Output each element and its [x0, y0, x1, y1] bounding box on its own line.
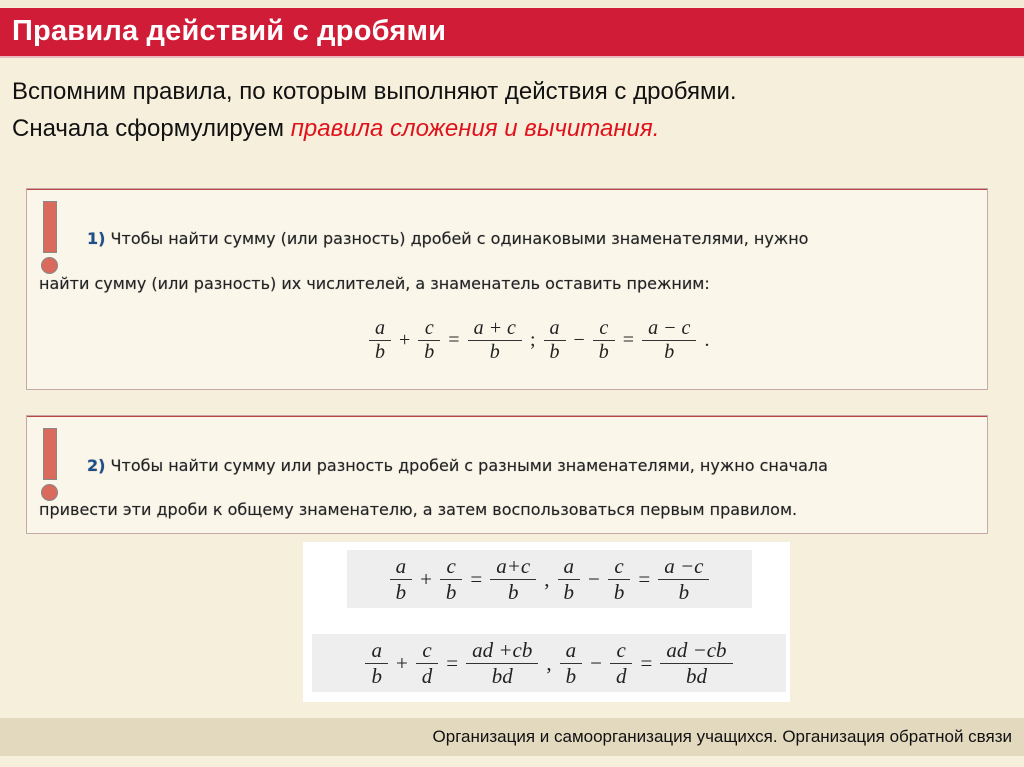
- rule-2-line-2: привести эти дроби к общему знаменателю, а затем воспользоваться первым правилом.: [39, 500, 798, 519]
- rule-1-number: 1): [87, 229, 106, 248]
- rule-2-line-1: [87, 456, 828, 475]
- denominator: b: [642, 340, 696, 364]
- intro-emphasis: правила сложения и вычитания.: [290, 115, 660, 142]
- numerator: c: [422, 637, 432, 662]
- rule-1-line-1: [87, 229, 808, 248]
- numerator: c: [614, 553, 624, 578]
- operator: =: [622, 329, 635, 351]
- fraction: [611, 554, 628, 605]
- denominator: b: [558, 579, 581, 605]
- numerator: a: [563, 553, 574, 578]
- operator: ,: [546, 650, 552, 675]
- operator: =: [638, 566, 651, 591]
- fraction: [645, 317, 693, 364]
- fraction: [493, 554, 533, 605]
- operator: =: [446, 650, 459, 675]
- denominator: b: [560, 663, 583, 689]
- intro-line-1: Вспомним правила, по которым выполняют действия с дробями.: [12, 78, 737, 105]
- fraction: [368, 638, 385, 689]
- rule-1-line-2: найти сумму (или разность) их числителей, а знаменатель оставить прежним:: [39, 274, 710, 293]
- denominator: b: [490, 579, 536, 605]
- footer-text: Организация и самоорганизация учащихся. Организация обратной связи: [432, 727, 1012, 746]
- operator: +: [399, 329, 411, 351]
- fraction: [596, 317, 612, 364]
- rule-1-box: [26, 188, 988, 390]
- intro-line-2: [12, 115, 659, 143]
- fraction: [393, 554, 410, 605]
- numerator: a: [371, 637, 382, 662]
- numerator: c: [424, 317, 434, 339]
- operator: −: [573, 329, 585, 351]
- fraction: [469, 638, 535, 689]
- denominator: b: [658, 579, 709, 605]
- formulas-image: [303, 542, 790, 702]
- denominator: b: [593, 340, 615, 364]
- numerator: ad +cb: [472, 637, 533, 662]
- footer-band: [0, 718, 1024, 756]
- fraction: [563, 638, 580, 689]
- rule-2-number: 2): [87, 456, 106, 475]
- operator: =: [470, 566, 483, 591]
- fraction: [613, 638, 630, 689]
- fraction: [419, 638, 436, 689]
- numerator: c: [599, 317, 609, 339]
- numerator: a −c: [664, 553, 704, 578]
- denominator: b: [390, 579, 413, 605]
- operator: +: [395, 650, 408, 675]
- formula-row-same-denominator: [347, 550, 752, 608]
- operator: =: [448, 329, 460, 351]
- denominator: b: [369, 340, 391, 364]
- denominator: b: [418, 340, 440, 364]
- numerator: a: [395, 553, 407, 578]
- denominator: bd: [660, 663, 732, 689]
- numerator: a: [375, 317, 385, 339]
- fraction: [547, 317, 563, 364]
- intro-line-2-plain: Сначала сформулируем: [12, 115, 291, 142]
- numerator: ad −cb: [666, 637, 727, 662]
- denominator: d: [416, 663, 439, 689]
- fraction: [561, 554, 578, 605]
- operator: =: [640, 650, 653, 675]
- denominator: b: [365, 663, 388, 689]
- formula-row-different-denominators: [312, 634, 786, 692]
- operator: +: [420, 566, 432, 591]
- fraction: [663, 638, 729, 689]
- operator: −: [590, 650, 602, 675]
- denominator: d: [610, 663, 633, 689]
- fraction: [421, 317, 437, 364]
- operator: ;: [529, 329, 536, 351]
- denominator: bd: [466, 663, 538, 689]
- fraction: [443, 554, 460, 605]
- numerator: a − c: [648, 317, 691, 339]
- fraction: [661, 554, 706, 605]
- rule-2-text-1: Чтобы найти сумму или разность дробей с разными знаменателями, нужно сначала: [105, 456, 828, 475]
- denominator: b: [468, 340, 522, 364]
- rule-1-text-1: Чтобы найти сумму (или разность) дробей с одинаковыми знаменателями, нужно: [105, 229, 809, 248]
- fraction: [471, 317, 519, 364]
- operator: ,: [544, 566, 550, 591]
- denominator: b: [440, 579, 463, 605]
- fraction: [372, 317, 388, 364]
- operator: .: [704, 329, 710, 351]
- title-bar: [0, 8, 1024, 58]
- rule-2-box: [26, 415, 988, 534]
- exclamation-icon: [41, 201, 57, 275]
- numerator: a: [549, 317, 560, 339]
- numerator: c: [446, 553, 456, 578]
- slide-title: Правила действий с дробями: [12, 15, 447, 47]
- operator: −: [588, 566, 600, 591]
- rule-1-formula: [367, 317, 715, 364]
- top-strip: [0, 0, 1024, 7]
- formula-1: [388, 554, 712, 605]
- denominator: b: [544, 340, 566, 364]
- numerator: a+c: [496, 553, 531, 578]
- exclamation-icon: [41, 428, 57, 502]
- numerator: c: [616, 637, 626, 662]
- formula-2: [363, 638, 734, 689]
- numerator: a + c: [473, 317, 516, 339]
- denominator: b: [608, 579, 631, 605]
- numerator: a: [565, 637, 577, 662]
